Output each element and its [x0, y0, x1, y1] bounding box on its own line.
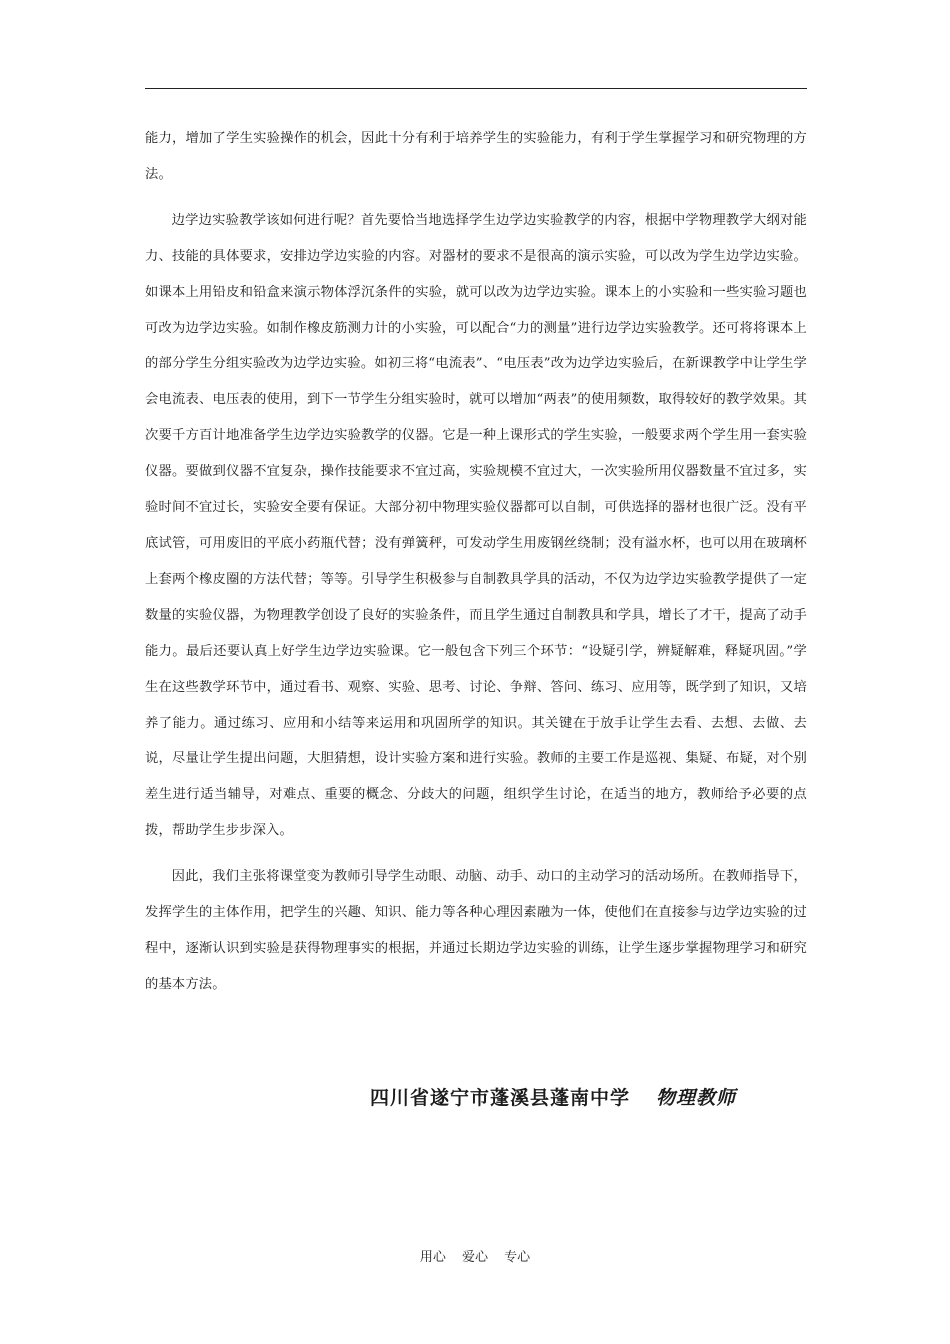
paragraph-continuation: 能力，增加了学生实验操作的机会，因此十分有利于培养学生的实验能力，有利于学生掌握学习和研究物理的方法。: [145, 131, 807, 182]
page-footer: 用心 爱心 专心: [419, 1250, 531, 1265]
signature-role: 物理教师: [656, 1087, 737, 1109]
paragraph-conclusion: 因此，我们主张将课堂变为教师引导学生动眼、动脑、动手、动口的主动学习的活动场所。在教师指导下，发挥学生的主体作用，把学生的兴趣、知识、能力等各种心理因素融为一体，使他们在直接参与边学边实验的过程中，逐渐认识到实验是获得物理事实的根据，并通过长期边学边实验的训练，让学生逐步掌握物理学习和研究的基本方法。: [145, 869, 807, 992]
signature-school: 四川省遂宁市蓬溪县蓬南中学: [370, 1087, 631, 1109]
author-signature: [370, 1080, 736, 1116]
document-body: [145, 121, 807, 1003]
paragraph-how-to-conduct: 边学边实验教学该如何进行呢？首先要恰当地选择学生边学边实验教学的内容，根据中学物理教学大纲对能力、技能的具体要求，安排边学边实验的内容。对器材的要求不是很高的演示实验，可以改为学生边学边实验。如课本上用铅皮和铅盒来演示物体浮沉条件的实验，就可以改为边学边实验。课本上的小实验和一些实验习题也可改为边学边实验。如制作橡皮筋测力计的小实验，可以配合“力的测量”进行边学边实验教学。还可将将课本上的部分学生分组实验改为边学边实验。如初三将“电流表”、“电压表”改为边学边实验后，在新课教学中让学生学会电流表、电压表的使用，到下一节学生分组实验时，就可以增加“两表”的使用频数，取得较好的教学效果。其次要千方百计地准备学生边学边实验教学的仪器。它是一种上课形式的学生实验，一般要求两个学生用一套实验仪器。要做到仪器不宜复杂，操作技能要求不宜过高，实验规模不宜过大，一次实验所用仪器数量不宜过多，实验时间不宜过长，实验安全要有保证。大部分初中物理实验仪器都可以自制，可供选择的器材也很广泛。没有平底试管，可用废旧的平底小药瓶代替；没有弹簧秤，可发动学生用废钢丝绕制；没有溢水杯，也可以用在玻璃杯上套两个橡皮圈的方法代替；等等。引导学生积极参与自制教具学具的活动，不仅为边学边实验教学提供了一定数量的实验仪器，为物理教学创设了良好的实验条件，而且学生通过自制教具和学具，增长了才干，提高了动手能力。最后还要认真上好学生边学边实验课。它一般包含下列三个环节：“设疑引学，辨疑解难，释疑巩固。”学生在这些教学环节中，通过看书、观察、实验、思考、讨论、争辩、答问、练习、应用等，既学到了知识，又培养了能力。通过练习、应用和小结等来运用和巩固所学的知识。其关键在于放手让学生去看、去想、去做、去说，尽量让学生提出问题，大胆猜想，设计实验方案和进行实验。教师的主要工作是巡视、集疑、布疑，对个别差生进行适当辅导，对难点、重要的概念、分歧大的问题，组织学生讨论，在适当的地方，教师给予必要的点拨，帮助学生步步深入。: [145, 212, 807, 839]
header-rule: [145, 88, 807, 89]
